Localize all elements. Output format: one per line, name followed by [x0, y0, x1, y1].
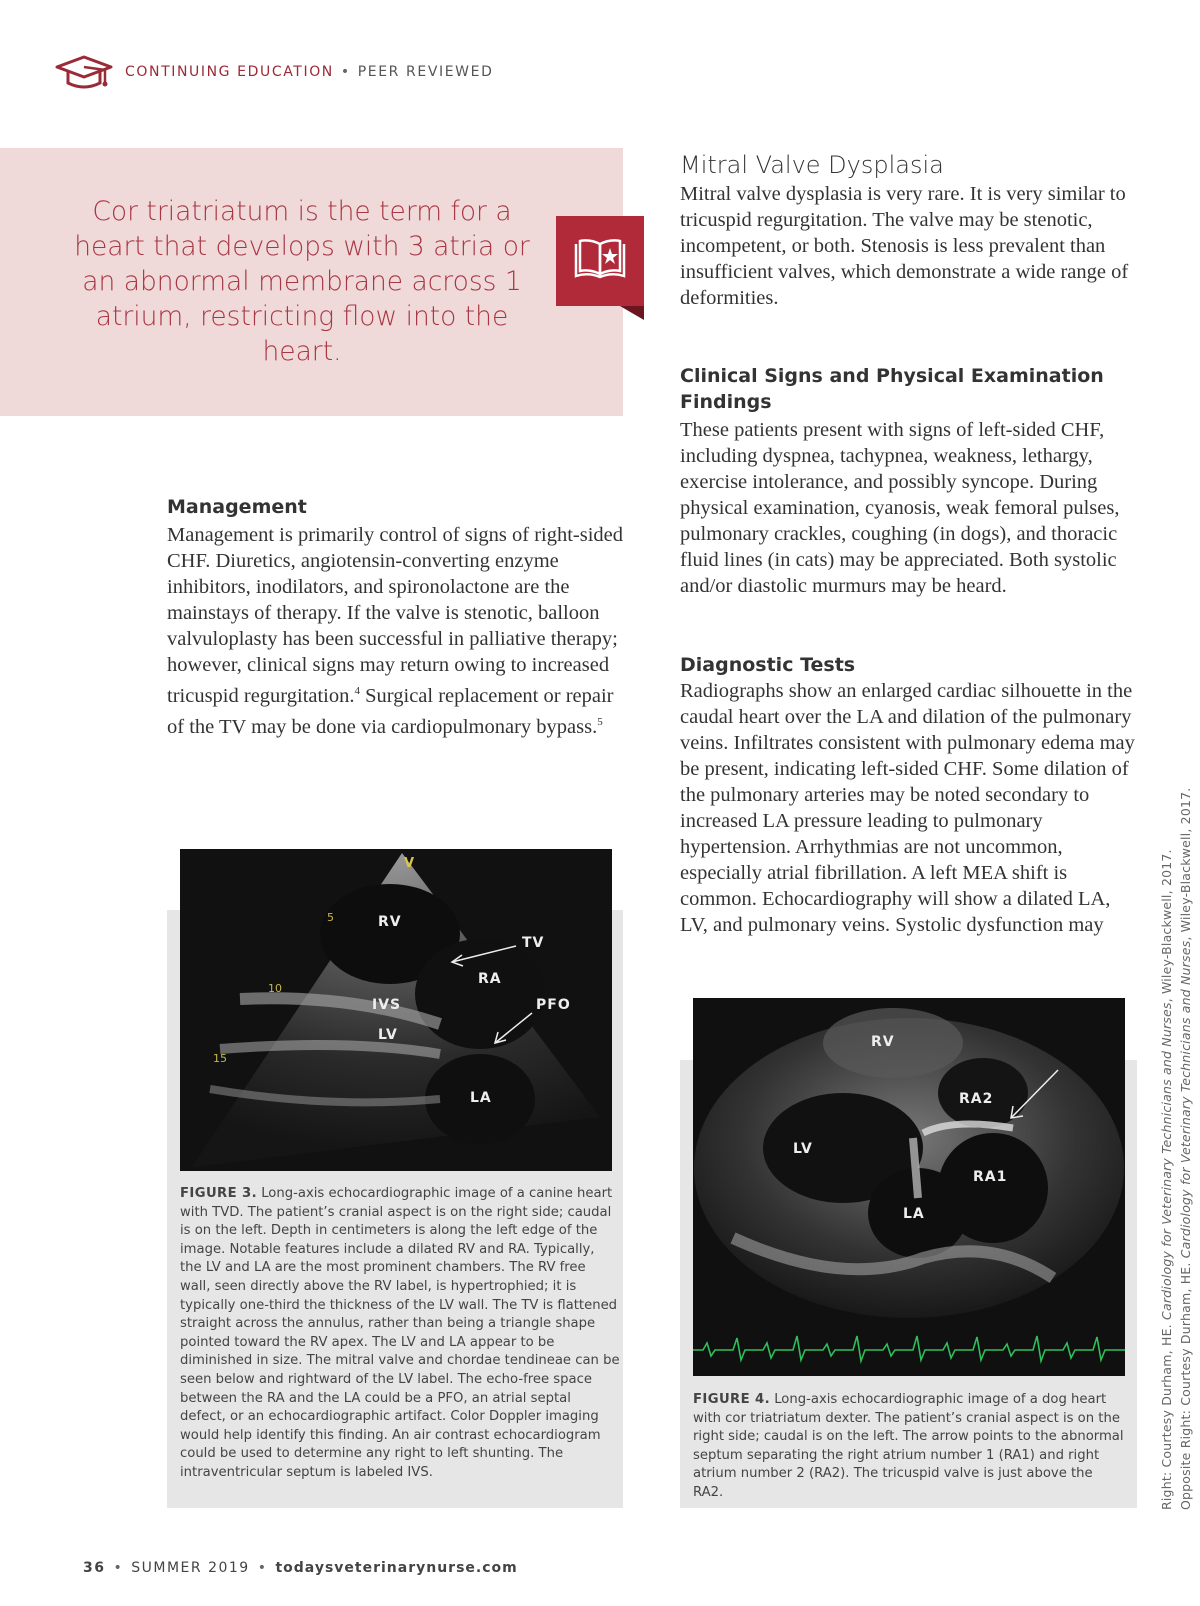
fig3-label-tv: TV — [522, 935, 545, 951]
fig3-label-ra: RA — [478, 971, 502, 987]
management-text: Management is primarily control of signs of right-sided CHF. Diuretics, angiotensin-converting enzyme inhibitors, inodilators, and spironolactone are the mainstays of therapy. If the valve is stenotic, balloon valvuloplasty has been successful in palliative therapy; however, clinical signs may return owing to increased tricuspid regurgitation. — [167, 524, 624, 707]
image-credit-opposite — [1178, 788, 1193, 1510]
figure-3-caption-text: Long-axis echocardiographic image of a canine heart with TVD. The patient’s cranial aspect is on the right side; caudal is on the left. Depth in centimeters is along the left edge of the image. Notable features include a dilated RV and RA. Typically, the LV and LA are the most prominent chambers. The RV free wall, seen directly above the RV label, is hypertrophied; it is typically one-third the thickness of the LV wall. The TV is flattened straight across the annulus, rather than being a triangle shape pointed toward the RV apex. The LV and LA appear to be diminished in size. The mitral valve and chordae tendineae can be seen below and rightward of the LV label. The echo-free space between the RA and the LA could be a PFO, an atrial septal defect, or an echocardiographic artifact. Color Doppler imaging would help identify this finding. An air contrast echocardiogram could be used to determine any right to left shunting. The intraventricular septum is labeled IVS. — [180, 1186, 620, 1480]
diagnostic-body: Radiographs show an enlarged cardiac silhouette in the caudal heart over the LA and dilation of the pulmonary veins. Infiltrates consistent with pulmonary edema may be present, indicating left-sided CHF. Some dilation of the pulmonary arteries may be noted secondary to increased LA pressure leading to pulmonary hypertension. Arrhythmias are not uncommon, especially atrial fibrillation. A left MEA shift is common. Echocardiography will show a dilated LA, LV, and pulmonary veins. Systolic dysfunction may — [680, 680, 1135, 936]
fig3-depth-10: 10 — [268, 982, 282, 995]
figure-3-echo-image — [180, 849, 612, 1171]
fig3-label-rv: RV — [378, 914, 402, 930]
figure-4-label: FIGURE 4. — [693, 1392, 770, 1407]
header-separator: • — [340, 64, 351, 80]
credit-right-suffix: , Wiley-Blackwell, 2017. — [1159, 849, 1174, 1003]
credit-right-title: Cardiology for Veterinary Technicians and Nurses — [1159, 1002, 1174, 1320]
fig3-depth-15: 15 — [213, 1052, 227, 1065]
fig3-label-lv: LV — [378, 1027, 398, 1043]
pull-quote-text: Cor triatriatum is the term for a heart that develops with 3 atria or an abnormal membrane across 1 atrium, restricting flow into the heart. — [74, 196, 530, 367]
reference-4: 4 — [354, 685, 361, 697]
footer-separator-2: • — [257, 1560, 268, 1576]
image-credit-right — [1159, 849, 1174, 1510]
fig3-marker-v: V — [404, 856, 416, 871]
book-star-icon — [573, 236, 627, 282]
credit-opposite-suffix: , Wiley-Blackwell, 2017. — [1178, 787, 1193, 941]
credit-opposite-title: Cardiology for Veterinary Technicians and Nurses — [1178, 940, 1193, 1259]
fig4-label-lv: LV — [793, 1141, 813, 1157]
badge-fold — [620, 306, 644, 320]
book-badge — [556, 216, 644, 306]
reference-5: 5 — [597, 715, 603, 728]
clinical-body: These patients present with signs of left-sided CHF, including dyspnea, tachypnea, weakness, lethargy, exercise intolerance, and possibly syncope. During physical examination, cyanosis, weak femoral pulses, pulmonary crackles, coughing (in dogs), and thoracic fluid lines (in cats) may be appreciated. Both systolic and/or diastolic murmurs may be heard. — [680, 419, 1120, 597]
fig4-label-ra1: RA1 — [973, 1169, 1008, 1185]
credit-opposite-prefix: Opposite Right: Courtesy Durham, HE. — [1178, 1258, 1193, 1510]
pull-quote — [0, 148, 623, 416]
graduation-cap-icon — [55, 53, 113, 91]
figure-4-caption — [693, 1391, 1125, 1503]
management-text-cont: Surgical replacement or repair of the TV may be done via cardiopulmonary bypass. — [167, 684, 614, 738]
credit-right-prefix: Right: Courtesy Durham, HE. — [1159, 1319, 1174, 1510]
diagnostic-heading: Diagnostic Tests — [680, 654, 856, 676]
mitral-heading: Mitral Valve Dysplasia — [680, 151, 944, 179]
management-body — [167, 522, 627, 740]
page-footer — [83, 1560, 518, 1576]
figure-4-caption-text: Long-axis echocardiographic image of a dog heart with cor triatriatum dexter. The patient’s cranial aspect is on the right side; caudal is on the left. The arrow points to the abnormal septum separating the right atrium number 1 (RA1) and right atrium number 2 (RA2). The tricuspid valve is just above the RA2. — [693, 1392, 1124, 1500]
fig3-label-pfo: PFO — [536, 997, 571, 1013]
section-label: CONTINUING EDUCATION — [125, 64, 334, 80]
fig4-label-la: LA — [903, 1206, 925, 1222]
fig3-label-la: LA — [470, 1090, 492, 1106]
fig3-label-ivs: IVS — [372, 997, 402, 1013]
footer-separator: • — [113, 1560, 124, 1576]
website-link[interactable]: todaysveterinarynurse.com — [275, 1560, 518, 1576]
fig3-depth-5: 5 — [327, 911, 334, 924]
fig4-label-ra2: RA2 — [959, 1091, 994, 1107]
issue-label: SUMMER 2019 — [131, 1560, 250, 1576]
page-number: 36 — [83, 1560, 106, 1576]
fig4-label-rv: RV — [871, 1034, 895, 1050]
clinical-heading: Clinical Signs and Physical Examination Findings — [680, 365, 1104, 413]
figure-3-label: FIGURE 3. — [180, 1186, 257, 1201]
figure-4-echo-image — [693, 998, 1125, 1376]
figure-3-caption — [180, 1185, 620, 1483]
mitral-body: Mitral valve dysplasia is very rare. It is very similar to tricuspid regurgitation. The valve may be stenotic, incompetent, or both. Stenosis is less prevalent than insufficient valves, which demonstrate a wide range of deformities. — [680, 183, 1129, 309]
management-heading: Management — [167, 496, 307, 518]
peer-reviewed-label: PEER REVIEWED — [357, 64, 494, 80]
section-header — [55, 52, 493, 92]
